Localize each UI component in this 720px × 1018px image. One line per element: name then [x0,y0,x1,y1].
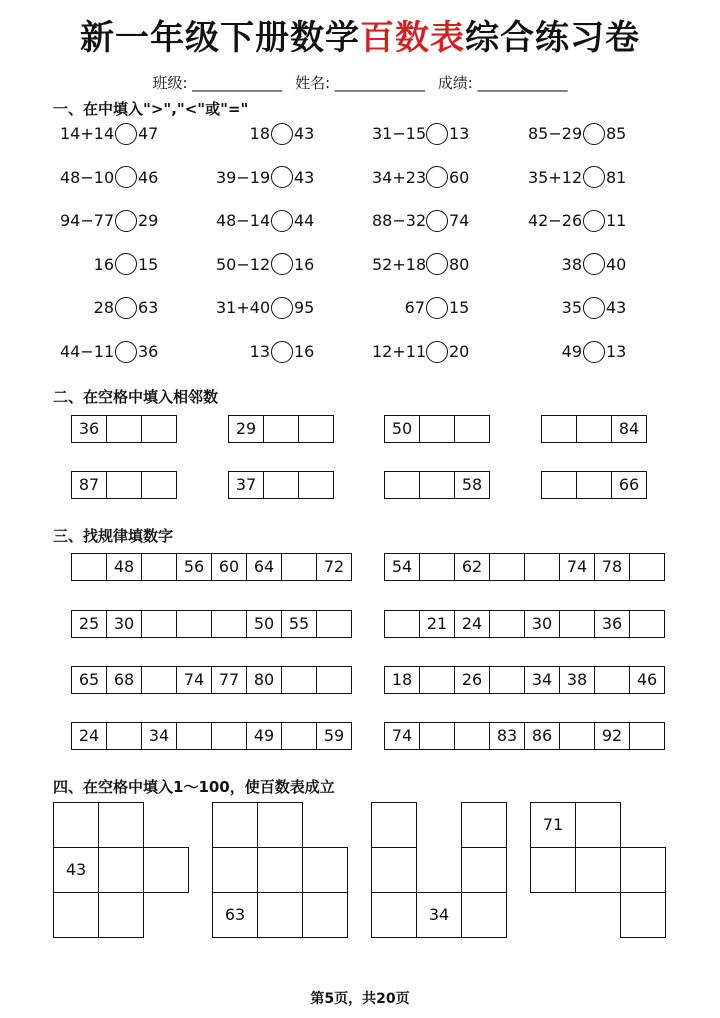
number-cell: 66 [611,471,647,499]
left-expression: 94−77 [60,211,115,231]
right-expression: 13 [449,124,470,143]
blank-cell[interactable] [257,802,303,848]
title-part1: 新一年级下册数学 [80,18,360,58]
blank-cell[interactable] [371,847,417,893]
class-field[interactable]: 班级: ____________ [152,74,283,92]
blank-cell[interactable] [316,610,352,638]
blank-cell[interactable] [53,802,99,848]
blank-cell[interactable] [141,553,177,581]
blank-cell[interactable] [594,666,630,694]
answer-circle[interactable] [583,297,605,319]
answer-circle[interactable] [115,297,137,319]
blank-cell[interactable] [489,610,525,638]
number-cell: 54 [384,553,420,581]
number-cell: 50 [384,415,420,443]
right-expression: 29 [138,211,159,231]
left-expression: 50−12 [216,254,271,274]
right-expression: 16 [294,342,315,361]
number-cell: 64 [246,553,282,581]
left-expression: 18 [249,124,270,143]
answer-circle[interactable] [271,123,293,145]
number-cell: 71 [530,802,576,848]
left-expression: 52+18 [372,254,427,274]
blank-cell[interactable] [257,847,303,893]
blank-cell[interactable] [106,415,142,443]
left-expression: 42−26 [528,211,583,231]
right-expression: 36 [138,342,159,361]
comparison-item [528,122,626,146]
answer-circle[interactable] [115,341,137,363]
number-cell: 36 [594,610,630,638]
number-cell: 48 [106,553,142,581]
blank-cell[interactable] [302,892,348,938]
number-cell: 83 [489,722,525,750]
right-expression: 47 [138,124,159,143]
section2-heading: 二、在空格中填入相邻数 [53,388,219,406]
title-highlight: 百数表 [360,18,465,58]
number-cell: 46 [629,666,665,694]
number-cell: 78 [594,553,630,581]
number-cell: 77 [211,666,247,694]
number-cell: 80 [246,666,282,694]
blank-cell[interactable] [141,415,177,443]
score-field[interactable]: 成绩: ____________ [437,74,568,92]
pattern-row [384,722,665,750]
blank-cell[interactable] [524,553,560,581]
blank-cell[interactable] [559,610,595,638]
answer-circle[interactable] [115,123,137,145]
right-expression: 44 [294,211,315,231]
left-expression: 31−15 [372,124,427,143]
comparison-item [60,209,158,233]
right-expression: 95 [294,298,315,318]
number-cell: 24 [71,722,107,750]
blank-cell[interactable] [211,610,247,638]
answer-circle[interactable] [426,253,448,275]
answer-circle[interactable] [115,210,137,232]
number-cell: 87 [71,471,107,499]
blank-cell[interactable] [98,802,144,848]
blank-cell[interactable] [575,802,621,848]
left-expression: 38 [561,254,582,274]
neighbor-row [71,471,177,499]
number-cell: 56 [176,553,212,581]
left-expression: 85−29 [528,124,583,143]
right-expression: 15 [449,298,470,318]
number-cell: 25 [71,610,107,638]
pattern-row [71,722,352,750]
blank-cell[interactable] [576,415,612,443]
left-expression: 28 [93,298,114,318]
answer-circle[interactable] [271,253,293,275]
blank-cell[interactable] [629,610,665,638]
number-cell: 37 [228,471,264,499]
number-cell: 29 [228,415,264,443]
number-cell: 58 [454,471,490,499]
blank-cell[interactable] [620,847,666,893]
number-cell: 21 [419,610,455,638]
comparison-item [528,166,626,190]
answer-circle[interactable] [271,166,293,188]
neighbor-row [228,471,334,499]
neighbor-row [541,415,647,443]
title-part3: 综合练习卷 [465,18,640,58]
answer-circle[interactable] [426,341,448,363]
blank-cell[interactable] [419,722,455,750]
blank-cell[interactable] [620,892,666,938]
number-cell: 30 [106,610,142,638]
page-footer: 第5页，共20页 [310,991,410,1007]
blank-cell[interactable] [419,553,455,581]
blank-cell[interactable] [106,722,142,750]
right-expression: 43 [606,298,627,318]
number-cell: 86 [524,722,560,750]
number-cell: 72 [316,553,352,581]
blank-cell[interactable] [559,722,595,750]
blank-cell[interactable] [541,471,577,499]
number-cell: 50 [246,610,282,638]
right-expression: 63 [138,298,159,318]
number-cell: 30 [524,610,560,638]
right-expression: 74 [449,211,470,231]
right-expression: 20 [449,342,470,361]
right-expression: 80 [449,254,470,274]
section4-heading: 四、在空格中填入1～100，使百数表成立 [53,778,335,796]
pattern-row [384,610,665,638]
blank-cell[interactable] [461,802,507,848]
left-expression: 44−11 [60,342,115,361]
student-info [0,72,720,93]
answer-circle[interactable] [271,341,293,363]
comparison-item [216,166,314,190]
left-expression: 13 [249,342,270,361]
left-expression: 31+40 [216,298,271,318]
blank-cell[interactable] [629,553,665,581]
neighbor-row [384,471,490,499]
comparison-item [216,122,314,146]
answer-circle[interactable] [583,210,605,232]
number-cell: 63 [212,892,258,938]
right-expression: 15 [138,254,159,274]
right-expression: 43 [294,167,315,187]
number-cell: 34 [416,892,462,938]
answer-circle[interactable] [115,253,137,275]
left-expression: 12+11 [372,342,427,361]
comparison-item [372,296,469,320]
number-cell: 74 [559,553,595,581]
blank-cell[interactable] [53,892,99,938]
pattern-row [71,666,352,694]
number-cell: 34 [141,722,177,750]
blank-cell[interactable] [419,471,455,499]
blank-cell[interactable] [489,553,525,581]
blank-cell[interactable] [257,892,303,938]
answer-circle[interactable] [426,123,448,145]
comparison-item [372,253,469,277]
number-cell: 59 [316,722,352,750]
neighbor-row [228,415,334,443]
right-expression: 13 [606,342,627,361]
number-cell: 49 [246,722,282,750]
right-expression: 43 [294,124,315,143]
blank-cell[interactable] [454,722,490,750]
right-expression: 16 [294,254,315,274]
blank-cell[interactable] [384,610,420,638]
answer-circle[interactable] [426,166,448,188]
number-cell: 26 [454,666,490,694]
left-expression: 34+23 [372,167,427,187]
left-expression: 48−10 [60,167,115,187]
answer-circle[interactable] [426,210,448,232]
comparison-item [60,296,158,320]
comparison-item [60,122,158,146]
left-expression: 16 [93,254,114,274]
comparison-item [216,296,314,320]
answer-circle[interactable] [583,166,605,188]
right-expression: 81 [606,167,627,187]
number-cell: 68 [106,666,142,694]
number-cell: 38 [559,666,595,694]
number-cell: 34 [524,666,560,694]
comparison-item [528,296,626,320]
section1-heading: 一、在中填入">","<"或"=" [53,100,249,118]
blank-cell[interactable] [541,415,577,443]
left-expression: 35 [561,298,582,318]
comparison-item [372,340,469,364]
right-expression: 85 [606,124,627,143]
blank-cell[interactable] [489,666,525,694]
right-expression: 11 [606,211,627,231]
blank-cell[interactable] [143,847,189,893]
page-title [0,10,720,59]
blank-cell[interactable] [98,847,144,893]
blank-cell[interactable] [302,847,348,893]
neighbor-row [541,471,647,499]
answer-circle[interactable] [426,297,448,319]
blank-cell[interactable] [141,610,177,638]
number-cell: 60 [211,553,247,581]
number-cell: 74 [176,666,212,694]
blank-cell[interactable] [212,802,258,848]
number-cell: 36 [71,415,107,443]
pattern-row [71,610,352,638]
comparison-item [60,166,158,190]
left-expression: 49 [561,342,582,361]
blank-cell[interactable] [530,847,576,893]
number-cell: 43 [53,847,99,893]
answer-circle[interactable] [583,341,605,363]
left-expression: 88−32 [372,211,427,231]
neighbor-row [384,415,490,443]
right-expression: 60 [449,167,470,187]
blank-cell[interactable] [263,415,299,443]
blank-cell[interactable] [141,471,177,499]
comparison-item [528,209,626,233]
blank-cell[interactable] [71,553,107,581]
blank-cell[interactable] [98,892,144,938]
answer-circle[interactable] [583,253,605,275]
left-expression: 48−14 [216,211,271,231]
blank-cell[interactable] [575,847,621,893]
comparison-item [372,209,469,233]
number-cell: 55 [281,610,317,638]
blank-cell[interactable] [263,471,299,499]
right-expression: 40 [606,254,627,274]
comparison-item [372,122,469,146]
comparison-item [60,253,158,277]
number-cell: 92 [594,722,630,750]
blank-cell[interactable] [298,471,334,499]
number-cell: 65 [71,666,107,694]
blank-cell[interactable] [419,415,455,443]
blank-cell[interactable] [281,666,317,694]
blank-cell[interactable] [461,892,507,938]
left-expression: 35+12 [528,167,583,187]
comparison-item [528,253,626,277]
blank-cell[interactable] [371,802,417,848]
answer-circle[interactable] [583,123,605,145]
blank-cell[interactable] [298,415,334,443]
blank-cell[interactable] [141,666,177,694]
neighbor-row [71,415,177,443]
blank-cell[interactable] [384,471,420,499]
right-expression: 46 [138,167,159,187]
blank-cell[interactable] [371,892,417,938]
answer-circle[interactable] [271,210,293,232]
blank-cell[interactable] [454,415,490,443]
comparison-item [528,340,626,364]
blank-cell[interactable] [629,722,665,750]
number-cell: 74 [384,722,420,750]
blank-cell[interactable] [211,722,247,750]
blank-cell[interactable] [461,847,507,893]
answer-circle[interactable] [271,297,293,319]
comparison-item [216,340,314,364]
number-cell: 18 [384,666,420,694]
number-cell: 24 [454,610,490,638]
blank-cell[interactable] [106,471,142,499]
left-expression: 14+14 [60,124,115,143]
pattern-row [384,553,665,581]
answer-circle[interactable] [115,166,137,188]
comparison-item [216,209,314,233]
name-field[interactable]: 姓名: ____________ [295,74,425,92]
pattern-row [384,666,665,694]
left-expression: 67 [404,298,425,318]
blank-cell[interactable] [419,666,455,694]
blank-cell[interactable] [176,610,212,638]
blank-cell[interactable] [576,471,612,499]
comparison-item [372,166,469,190]
left-expression: 39−19 [216,167,271,187]
comparison-item [216,253,314,277]
blank-cell[interactable] [281,722,317,750]
number-cell: 62 [454,553,490,581]
blank-cell[interactable] [281,553,317,581]
blank-cell[interactable] [212,847,258,893]
comparison-item [60,340,158,364]
pattern-row [71,553,352,581]
blank-cell[interactable] [176,722,212,750]
blank-cell[interactable] [316,666,352,694]
section3-heading: 三、找规律填数字 [53,527,174,545]
number-cell: 84 [611,415,647,443]
